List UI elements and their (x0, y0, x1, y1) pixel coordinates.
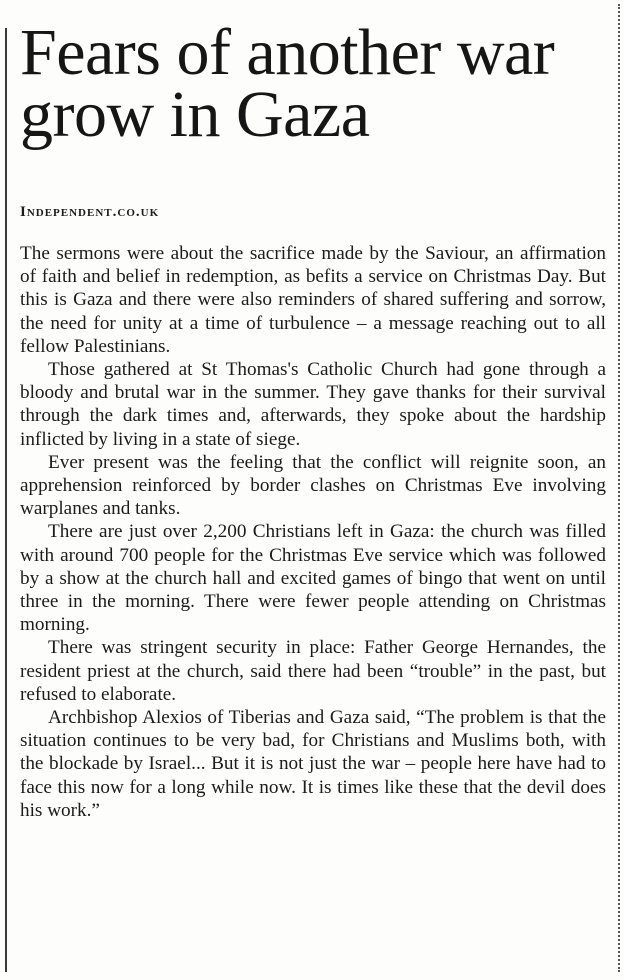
source-credit: Independent.co.uk (20, 204, 160, 220)
paragraph: There are just over 2,200 Christians left in Gaza: the church was filled with around 700 people for the Christmas Eve service which was followed by a show at the church hall and excited games of bingo that went on until three in the morning. There were fewer people attending on Christmas morning. (20, 521, 606, 636)
paragraph: Archbishop Alexios of Tiberias and Gaza said, “The problem is that the situation continues to be very bad, for Christians and Muslims both, with the blockade by Israel... But it is not just the war – people here have had to face this now for a long while now. It is times like these that the devil does his work.” (20, 707, 606, 821)
paragraph: Ever present was the feeling that the conflict will reignite soon, an apprehension reinforced by border clashes on Christmas Eve involving warplanes and tanks. (20, 451, 606, 520)
paragraph: The sermons were about the sacrifice made by the Saviour, an affirmation of faith and belief in redemption, as befits a service on Christmas Day. But this is Gaza and there were also reminders of shared suffering and sorrow, the need for unity at a time of turbulence – a message reaching out to all fellow Palestinians. (20, 243, 606, 357)
article-body (20, 242, 606, 822)
left-column-rule (5, 28, 7, 972)
paragraph: Those gathered at St Thomas's Catholic Church had gone through a bloody and brutal war in the summer. They gave thanks for their survival through the dark times and, afterwards, they spoke about the hardship inflicted by living in a state of siege. (20, 359, 606, 450)
paragraph: There was stringent security in place: Father George Hernandes, the resident priest at the church, said there had been “trouble” in the past, but refused to elaborate. (20, 637, 606, 705)
headline: Fears of another war grow in Gaza (20, 16, 555, 151)
dotted-cut-line (618, 4, 620, 972)
